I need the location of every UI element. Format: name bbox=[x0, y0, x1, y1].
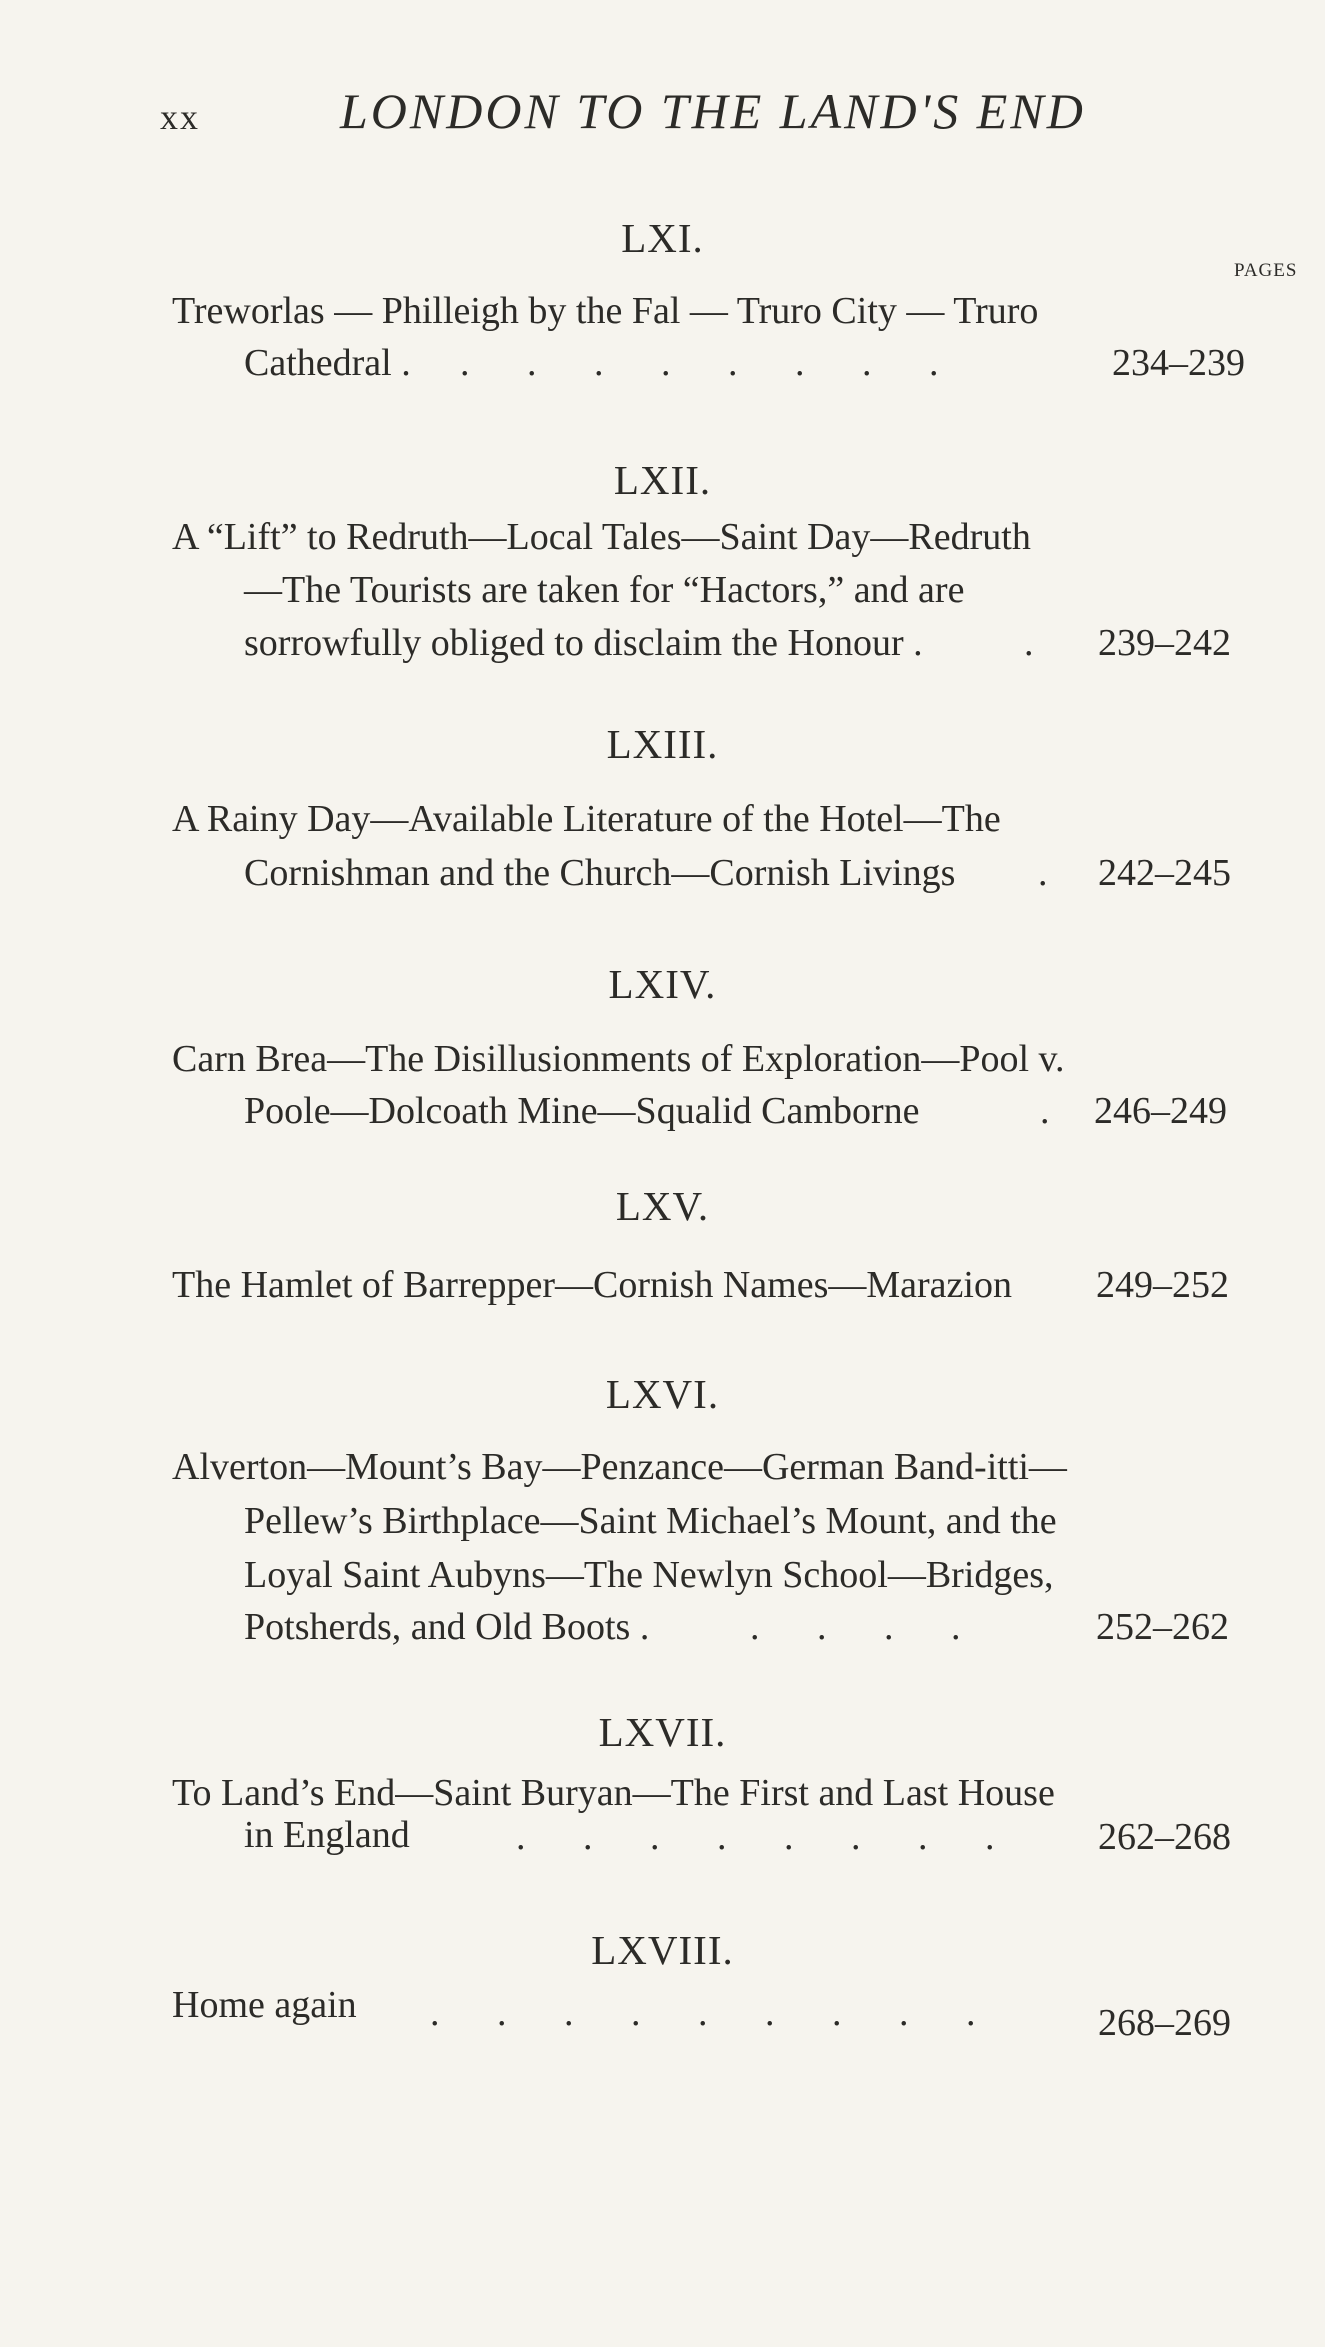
dot-leader: . . . . . . . . bbox=[460, 342, 963, 384]
dot-leader: . bbox=[1038, 852, 1072, 894]
chapter-summary-line: Loyal Saint Aubyns—The Newlyn School—Bridges, bbox=[244, 1554, 1054, 1596]
chapter-summary-line: —The Tourists are taken for “Hactors,” and are bbox=[244, 569, 965, 611]
page-range: 268–269 bbox=[1098, 2002, 1231, 2044]
chapter-summary-line: Potsherds, and Old Boots . bbox=[244, 1606, 650, 1648]
chapter-summary-line: sorrowfully obliged to disclaim the Honour . bbox=[244, 622, 923, 664]
page-range: 262–268 bbox=[1098, 1816, 1231, 1858]
chapter-summary-line: A Rainy Day—Available Literature of the Hotel—The bbox=[172, 798, 1001, 840]
chapter-summary-line: Cornishman and the Church—Cornish Livings bbox=[244, 852, 956, 894]
dot-leader: . bbox=[1024, 622, 1058, 664]
chapter-summary-line: A “Lift” to Redruth—Local Tales—Saint Day—Redruth bbox=[172, 516, 1031, 558]
chapter-number: LXVIII. bbox=[591, 1927, 734, 1973]
chapter-number: LXII. bbox=[613, 457, 712, 503]
running-head bbox=[0, 82, 1325, 142]
chapter-number: LXV. bbox=[615, 1183, 710, 1229]
dot-leader: . . . . . . . . . bbox=[430, 1992, 1000, 2034]
chapter-summary-line: Pellew’s Birthplace—Saint Michael’s Mount, and the bbox=[244, 1500, 1057, 1542]
chapter-summary-line: Cathedral . bbox=[244, 342, 411, 384]
chapter-number: LXIII. bbox=[606, 721, 719, 767]
chapter-summary-line: To Land’s End—Saint Buryan—The First and Last House bbox=[172, 1772, 1055, 1814]
chapter-summary-line: Treworlas — Philleigh by the Fal — Truro City — Truro bbox=[172, 290, 1039, 332]
running-title: LONDON TO THE LAND'S END bbox=[340, 83, 1086, 139]
chapter-summary-line: The Hamlet of Barrepper—Cornish Names—Marazion bbox=[172, 1264, 1012, 1306]
page-range: 239–242 bbox=[1098, 622, 1231, 664]
page-range: 234–239 bbox=[1112, 342, 1245, 384]
page-range: 249–252 bbox=[1096, 1264, 1229, 1306]
chapter-number: LXIV. bbox=[608, 961, 717, 1007]
page-range: 246–249 bbox=[1094, 1090, 1227, 1132]
page-folio: xx bbox=[160, 97, 200, 137]
chapter-summary-line: Alverton—Mount’s Bay—Penzance—German Band-itti— bbox=[172, 1446, 1067, 1488]
page-range: 242–245 bbox=[1098, 852, 1231, 894]
chapter-summary-line: Home again bbox=[172, 1984, 357, 2026]
dot-leader: . . . . . . . . bbox=[516, 1816, 1019, 1858]
chapter-summary-line: Carn Brea—The Disillusionments of Exploration—Pool v. bbox=[172, 1038, 1065, 1080]
chapter-number: LXI. bbox=[621, 215, 704, 261]
chapter-summary-line: Poole—Dolcoath Mine—Squalid Camborne bbox=[244, 1090, 920, 1132]
pages-column-label: PAGES bbox=[1234, 260, 1298, 281]
page-range: 252–262 bbox=[1096, 1606, 1229, 1648]
chapter-number: LXVII. bbox=[598, 1709, 727, 1755]
chapter-summary-line: in England bbox=[244, 1814, 410, 1856]
dot-leader: . . . . bbox=[750, 1606, 985, 1648]
dot-leader: . bbox=[1040, 1090, 1074, 1132]
chapter-number: LXVI. bbox=[605, 1371, 720, 1417]
